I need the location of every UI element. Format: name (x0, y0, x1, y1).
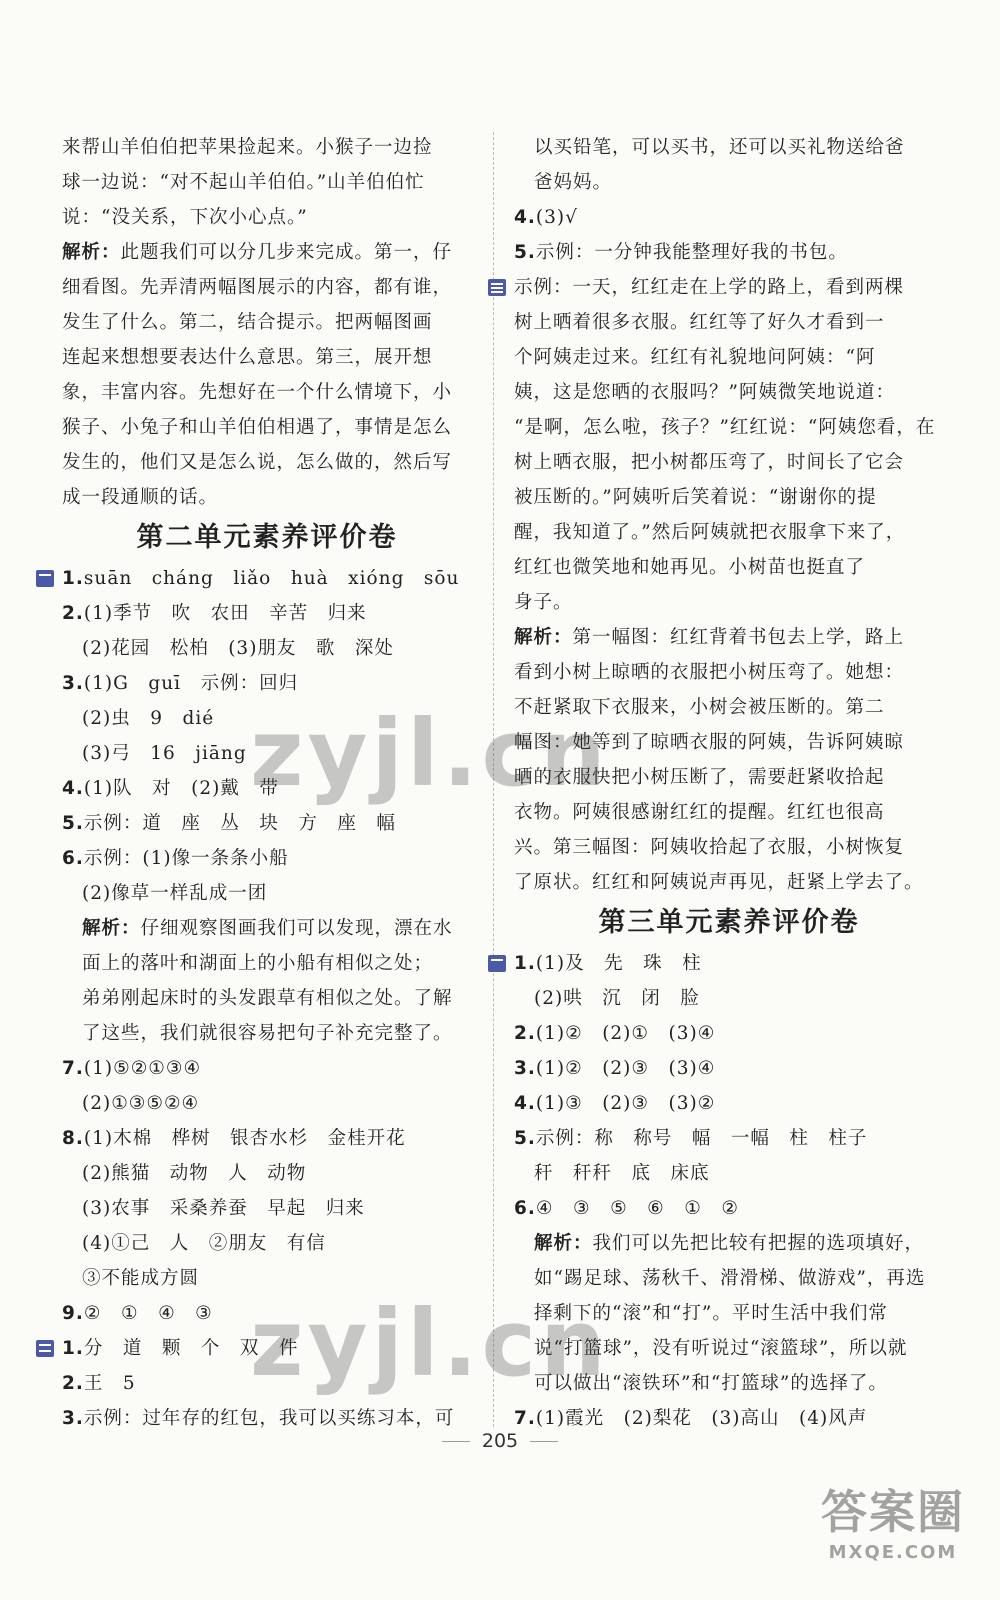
question-number: 4. (62, 778, 84, 799)
line-text: 不赶紧取下衣服来，小树会被压断的。第二 (514, 697, 885, 718)
line-text: (2)像草一样乱成一团 (82, 883, 268, 904)
question-number: 2. (514, 1023, 536, 1044)
line-text: 弟弟刚起床时的头发跟草有相似之处。了解 (82, 988, 453, 1009)
question-number: 2. (62, 603, 84, 624)
section-title: 第三单元素养评价卷 (598, 907, 860, 938)
corner-logo (808, 1482, 978, 1587)
question-number: 6. (514, 1198, 536, 1219)
line-text: (1)⑤②①③④ (83, 1058, 202, 1079)
text-line (62, 981, 472, 1016)
text-line (62, 876, 472, 911)
text-line (514, 165, 944, 200)
watermark: zyjl.cn (250, 700, 610, 807)
line-text: 仔细观察图画我们可以发现，漂在水 (140, 918, 453, 939)
page-footer (0, 1430, 1000, 1452)
question-number: 3. (514, 1058, 536, 1079)
line-text: 树上晒衣服，把小树都压弯了，时间长了它会 (514, 452, 905, 473)
line-text: 说“打篮球”，没有听说过“滚篮球”，所以就 (534, 1338, 908, 1359)
line-text: (2)哄 沉 闭 脸 (534, 988, 700, 1009)
question-number: 2. (62, 1373, 84, 1394)
line-text: 晒的衣服快把小树压断了，需要赶紧收拾起 (514, 767, 885, 788)
text-line (514, 585, 944, 620)
line-text: 了这些，我们就很容易把句子补充完整了。 (82, 1023, 453, 1044)
text-line (514, 410, 944, 445)
analysis-label: 解析： (62, 242, 121, 263)
line-text: 衣物。阿姨很感谢红红的提醒。红红也很高 (514, 802, 885, 823)
line-text: 爸妈妈。 (534, 172, 613, 193)
text-line (62, 410, 472, 445)
question-group-marker-icon (488, 955, 506, 972)
line-text: (2)花园 松柏 (3)朋友 歌 深处 (82, 638, 394, 659)
text-line (62, 375, 472, 410)
line-text: 第一幅图：红红背着书包去上学，路上 (572, 627, 905, 648)
footer-rule (530, 1441, 558, 1442)
line-text: 示例：道 座 丛 块 方 座 幅 (83, 813, 396, 834)
text-line (514, 550, 944, 585)
section-title: 第二单元素养评价卷 (136, 522, 398, 553)
line-text: 姨，这是您晒的衣服吗？”阿姨微笑地说道： (514, 382, 895, 403)
text-line (62, 1226, 472, 1261)
text-line (62, 165, 472, 200)
line-text: 红红也微笑地和她再见。小树苗也挺直了 (514, 557, 866, 578)
line-text: suān cháng liǎo huà xióng sōu (83, 568, 460, 589)
text-line (514, 340, 944, 375)
text-line (514, 655, 944, 690)
line-text: 发生的，他们又是怎么说，怎么做的，然后写 (62, 452, 453, 473)
text-line (514, 375, 944, 410)
analysis-label: 解析： (514, 627, 573, 648)
question-number: 3. (62, 673, 84, 694)
line-text: 如“踢足球、荡秋千、滑滑梯、做游戏”，再选 (534, 1268, 926, 1289)
text-line (514, 1016, 944, 1051)
line-text: (1)霞光 (2)梨花 (3)高山 (4)风声 (535, 1408, 868, 1429)
text-line (514, 1191, 944, 1226)
line-text: (1)木棉 桦树 银杏水杉 金桂开花 (83, 1128, 406, 1149)
line-text: 可以做出“滚铁环”和“打篮球”的选择了。 (534, 1373, 888, 1394)
text-line (514, 200, 944, 235)
footer-rule (442, 1441, 470, 1442)
text-line (514, 270, 944, 305)
text-line (514, 946, 944, 981)
line-text: 分 道 颗 个 双 件 (83, 1338, 299, 1359)
line-text: 身子。 (514, 592, 573, 613)
text-line (62, 130, 472, 165)
line-text: 说：“没关系，下次小心点。” (62, 207, 308, 228)
text-line (514, 1086, 944, 1121)
text-line (514, 981, 944, 1016)
text-line (62, 235, 472, 270)
question-number: 8. (62, 1128, 84, 1149)
line-text: (2)①③⑤②④ (82, 1093, 200, 1114)
line-text: 我们可以先把比较有把握的选项填好， (592, 1233, 925, 1254)
text-line (514, 1226, 944, 1261)
text-line (62, 631, 472, 666)
watermark: zyjl.cn (250, 1290, 610, 1397)
line-text: (1)② (2)① (3)④ (535, 1023, 716, 1044)
analysis-label: 解析： (534, 1233, 593, 1254)
line-text: 成一段通顺的话。 (62, 487, 219, 508)
text-line (514, 620, 944, 655)
question-number: 1. (62, 568, 84, 589)
text-line (62, 1086, 472, 1121)
line-text: 幅图：她等到了晾晒衣服的阿姨，告诉阿姨晾 (514, 732, 905, 753)
line-text: ③不能成方圆 (82, 1268, 200, 1289)
question-group-marker-icon (488, 279, 506, 296)
text-line (62, 596, 472, 631)
question-number: 5. (514, 1128, 536, 1149)
line-text: 发生了什么。第二，结合提示。把两幅图画 (62, 312, 433, 333)
text-line (62, 1121, 472, 1156)
line-text: (1)G guī 示例：回归 (83, 673, 299, 694)
line-text: 猴子、小兔子和山羊伯伯相遇了，事情是怎么 (62, 417, 453, 438)
text-line (514, 305, 944, 340)
line-text: (4)①己 人 ②朋友 有信 (82, 1233, 326, 1254)
question-number: 7. (514, 1408, 536, 1429)
text-line (514, 445, 944, 480)
text-line (62, 1191, 472, 1226)
text-line (514, 1051, 944, 1086)
question-group-marker-icon (36, 570, 54, 587)
text-line (514, 1121, 944, 1156)
text-line (62, 666, 472, 701)
text-line (62, 806, 472, 841)
line-text: 了原状。红红和阿姨说声再见，赶紧上学去了。 (514, 872, 924, 893)
line-text: 王 5 (83, 1373, 136, 1394)
text-line (514, 480, 944, 515)
line-text: (1)③ (2)③ (3)② (535, 1093, 716, 1114)
text-line (62, 200, 472, 235)
question-group-marker-icon (36, 1340, 54, 1357)
text-line (514, 515, 944, 550)
text-line (62, 340, 472, 375)
line-text: 树上晒着很多衣服。红红等了好久才看到一 (514, 312, 885, 333)
line-text: 示例：一天，红红走在上学的路上，看到两棵 (514, 277, 905, 298)
text-line (62, 911, 472, 946)
line-text: 示例：过年存的红包，我可以买练习本，可 (83, 1408, 455, 1429)
text-line (514, 830, 944, 865)
analysis-label: 解析： (82, 918, 141, 939)
line-text: 个阿姨走过来。红红有礼貌地问阿姨：“阿 (514, 347, 876, 368)
line-text: 示例：一分钟我能整理好我的书包。 (535, 242, 848, 263)
line-text: 象，丰富内容。先想好在一个什么情境下，小 (62, 382, 453, 403)
page-number: 205 (481, 1430, 519, 1452)
question-number: 4. (514, 207, 536, 228)
text-line (62, 1051, 472, 1086)
line-text: 此题我们可以分几步来完成。第一，仔 (120, 242, 453, 263)
text-line (62, 946, 472, 981)
line-text: (3)农事 采桑养蚕 早起 归来 (82, 1198, 365, 1219)
line-text: 以买铅笔，可以买书，还可以买礼物送给爸 (534, 137, 905, 158)
line-text: 兴。第三幅图：阿姨收拾起了衣服，小树恢复 (514, 837, 905, 858)
line-text: (3)√ (535, 207, 578, 228)
text-line (514, 235, 944, 270)
text-line (514, 865, 944, 900)
line-text: 醒，我知道了。”然后阿姨就把衣服拿下来了， (514, 522, 906, 543)
line-text: 连起来想想要表达什么意思。第三，展开想 (62, 347, 433, 368)
text-line (62, 305, 472, 340)
line-text: 看到小树上晾晒的衣服把小树压弯了。她想： (514, 662, 905, 683)
text-line (514, 130, 944, 165)
line-text: 被压断的。”阿姨听后笑着说：“谢谢你的提 (514, 487, 877, 508)
text-line (514, 1156, 944, 1191)
line-text: 秆 秆秆 底 床底 (534, 1163, 710, 1184)
question-number: 3. (62, 1408, 84, 1429)
line-text: 择剩下的“滚”和“打”。平时生活中我们常 (534, 1303, 888, 1324)
line-text: 示例：(1)像一条条小船 (83, 848, 289, 869)
line-text: (3)弓 16 jiāng (82, 743, 247, 764)
line-text: (2)虫 9 dié (82, 708, 215, 729)
question-number: 1. (62, 1338, 84, 1359)
question-number: 5. (62, 813, 84, 834)
question-number: 9. (62, 1303, 84, 1324)
text-line (62, 270, 472, 305)
text-line (62, 561, 472, 596)
question-number: 5. (514, 242, 536, 263)
text-line (62, 1156, 472, 1191)
text-line (62, 445, 472, 480)
line-text: (2)熊猫 动物 人 动物 (82, 1163, 307, 1184)
text-line (62, 480, 472, 515)
text-line (62, 841, 472, 876)
logo-text: 答案圈 (821, 1485, 965, 1539)
question-number: 7. (62, 1058, 84, 1079)
line-text: 面上的落叶和湖面上的小船有相似之处； (82, 953, 434, 974)
line-text: ④ ③ ⑤ ⑥ ① ② (535, 1198, 739, 1219)
text-line (62, 1016, 472, 1051)
line-text: 示例：称 称号 幅 一幅 柱 柱子 (535, 1128, 868, 1149)
line-text: (1)及 先 珠 柱 (535, 953, 702, 974)
question-number: 6. (62, 848, 84, 869)
line-text: (1)季节 吹 农田 辛苦 归来 (83, 603, 367, 624)
line-text: “是啊，怎么啦，孩子？”红红说：“阿姨您看，在 (514, 417, 936, 438)
line-text: ② ① ④ ③ (83, 1303, 213, 1324)
line-text: 细看图。先弄清两幅图展示的内容，都有谁， (62, 277, 453, 298)
question-number: 4. (514, 1093, 536, 1114)
line-text: 来帮山羊伯伯把苹果捡起来。小猴子一边捡 (62, 137, 433, 158)
line-text: (1)队 对 (2)戴 带 (83, 778, 279, 799)
line-text: 球一边说：“对不起山羊伯伯。”山羊伯伯忙 (62, 172, 425, 193)
question-number: 1. (514, 953, 536, 974)
line-text: (1)② (2)③ (3)④ (535, 1058, 716, 1079)
logo-url: MXQE.COM (828, 1542, 958, 1563)
